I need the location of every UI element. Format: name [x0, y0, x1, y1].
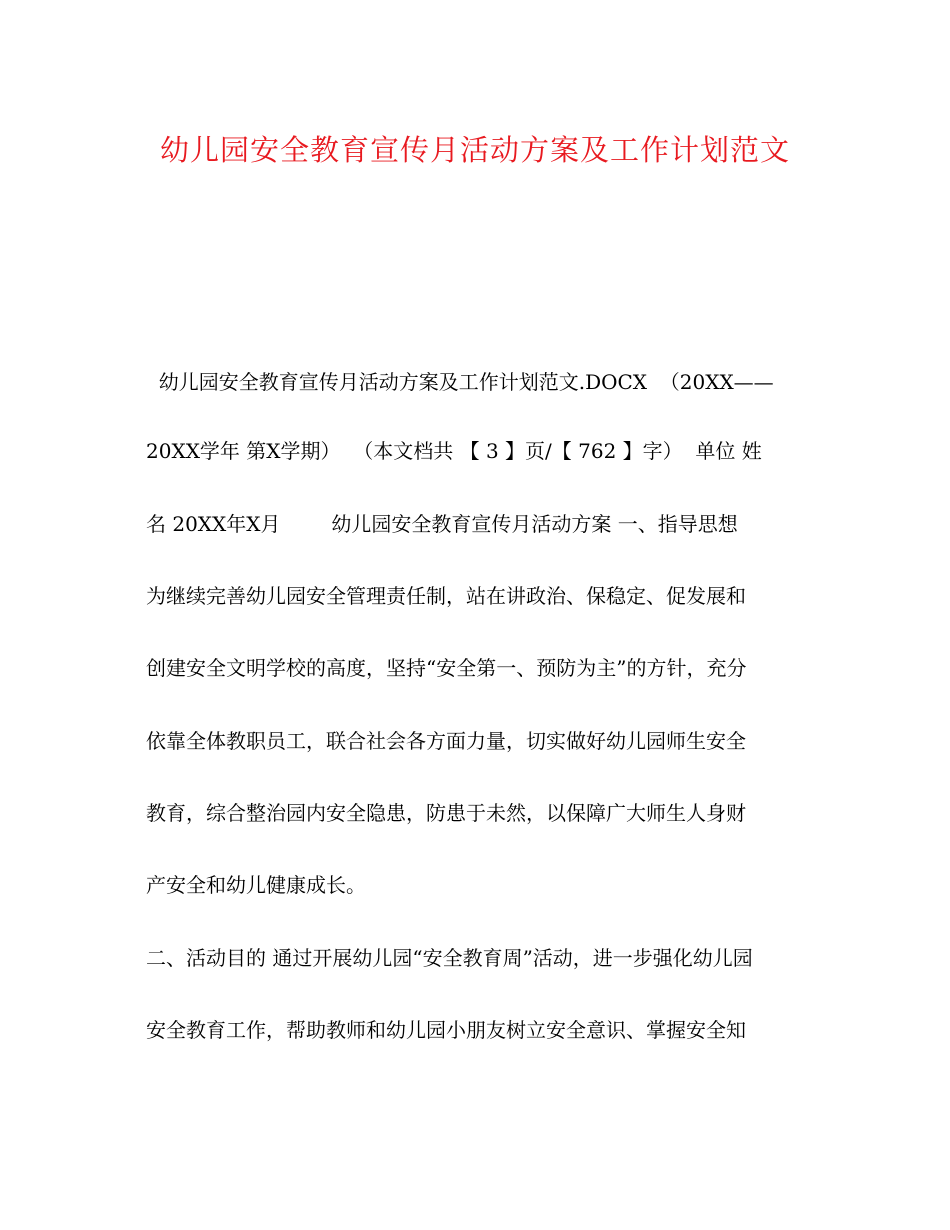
body-line: 二、活动目的 通过开展幼儿园“安全教育周”活动，进一步强化幼儿园 — [146, 946, 753, 970]
body-line: 幼儿园安全教育宣传月活动方案及工作计划范文.DOCX （20XX—— — [146, 370, 774, 394]
body-line: 安全教育工作，帮助教师和幼儿园小朋友树立安全意识、掌握安全知 — [146, 1018, 746, 1042]
body-line: 教育，综合整治园内安全隐患，防患于未然，以保障广大师生人身财 — [146, 801, 746, 825]
document-title: 幼儿园安全教育宣传月活动方案及工作计划范文 — [159, 133, 790, 167]
body-line: 产安全和幼儿健康成长。 — [146, 873, 366, 897]
body-line: 创建安全文明学校的高度，坚持“安全第一、预防为主”的方针，充分 — [146, 656, 747, 680]
body-line: 名 20XX年X月 幼儿园安全教育宣传月活动方案 一、指导思想 — [146, 512, 738, 536]
body-line: 依靠全体教职员工，联合社会各方面力量，切实做好幼儿园师生安全 — [146, 729, 746, 753]
body-line: 20XX学年 第X学期） （本文档共 【 3 】页/【 762 】字） 单位 姓 — [146, 439, 762, 463]
body-line: 为继续完善幼儿园安全管理责任制，站在讲政治、保稳定、促发展和 — [146, 584, 746, 608]
